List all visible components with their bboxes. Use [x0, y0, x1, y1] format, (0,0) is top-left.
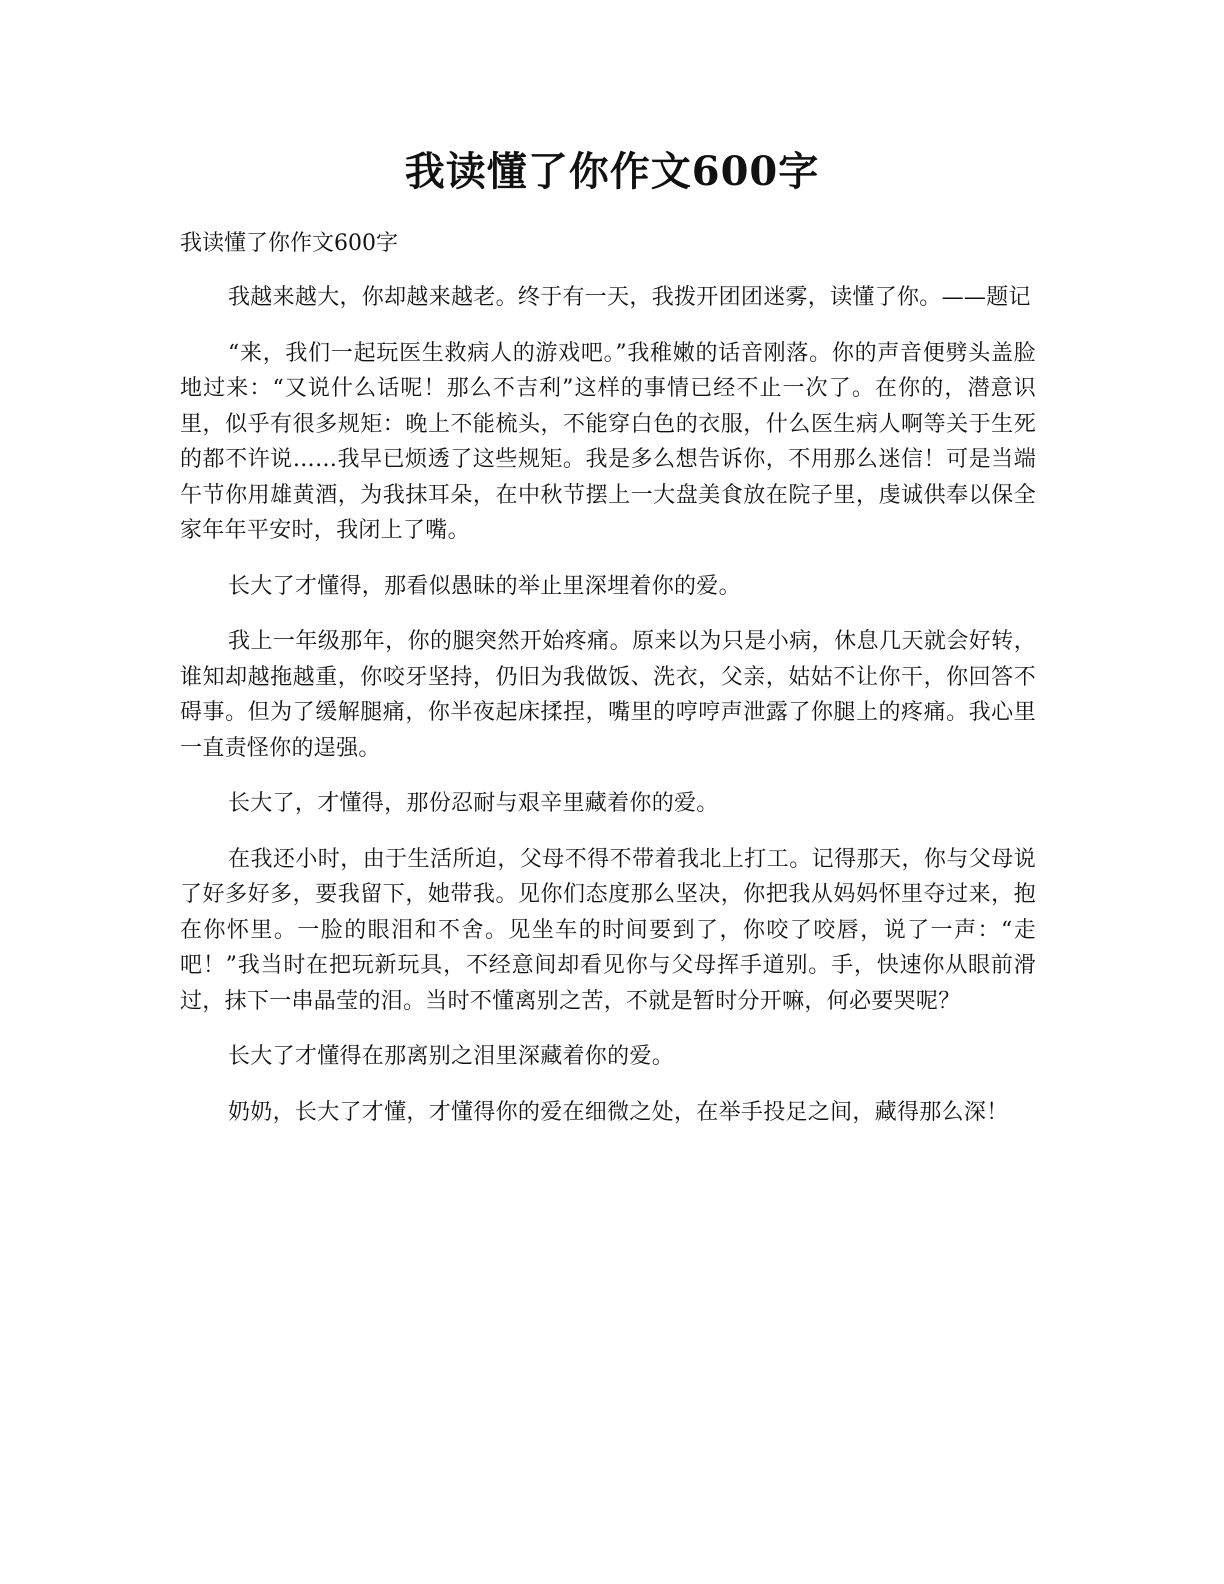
paragraph: 长大了才懂得在那离别之泪里深藏着你的爱。	[228, 1044, 675, 1069]
paragraph: 长大了，才懂得，那份忍耐与艰辛里藏着你的爱。	[228, 791, 719, 816]
paragraph: 在我还小时，由于生活所迫，父母不得不带着我北上打工。记得那天，你与父母说了好多好多，要我留下，她带我。见你们态度那么坚决，你把我从妈妈怀里夺过来，抱在你怀里。一脸的眼泪和不舍。见坐车的时间要到了，你咬了咬唇，说了一声：“走吧！”我当时在把玩新玩具，不经意间却看见你与父母挥手道别。手，快速你从眼前滑过，抹下一串晶莹的泪。当时不懂离别之苦，不就是暂时分开嘛，何必要哭呢？	[180, 846, 1036, 1014]
document-subtitle: 我读懂了你作文600字	[180, 231, 398, 256]
paragraph-epigraph: 我越来越大，你却越来越老。终于有一天，我拨开团团迷雾，读懂了你。——题记	[228, 285, 1031, 310]
document-body	[180, 228, 1036, 1150]
paragraph: 我上一年级那年，你的腿突然开始疼痛。原来以为只是小病，休息几天就会好转，谁知却越拖越重，你咬牙坚持，仍旧为我做饭、洗衣，父亲，姑姑不让你干，你回答不碍事。但为了缓解腿痛，你半夜起床揉捏，嘴里的哼哼声泄露了你腿上的疼痛。我心里一直责怪你的逞强。	[180, 629, 1036, 761]
paragraph-conclusion: 奶奶，长大了才懂，才懂得你的爱在细微之处，在举手投足之间，藏得那么深！	[228, 1099, 1009, 1125]
paragraph: “来，我们一起玩医生救病人的游戏吧。”我稚嫩的话音刚落。你的声音便劈头盖脸地过来：“又说什么话呢！那么不吉利”这样的事情已经不止一次了。在你的，潜意识里，似乎有很多规矩：晚上不能梳头，不能穿白色的衣服，什么医生病人啊等关于生死的都不许说……我早已烦透了这些规矩。我是多么想告诉你，不用那么迷信！可是当端午节你用雄黄酒，为我抹耳朵，在中秋节摆上一大盘美食放在院子里，虔诚供奉以保全家年年平安时，我闭上了嘴。	[180, 340, 1036, 543]
document-title: 我读懂了你作文600字	[404, 148, 820, 195]
paragraph: 长大了才懂得，那看似愚昧的举止里深埋着你的爱。	[228, 573, 741, 599]
